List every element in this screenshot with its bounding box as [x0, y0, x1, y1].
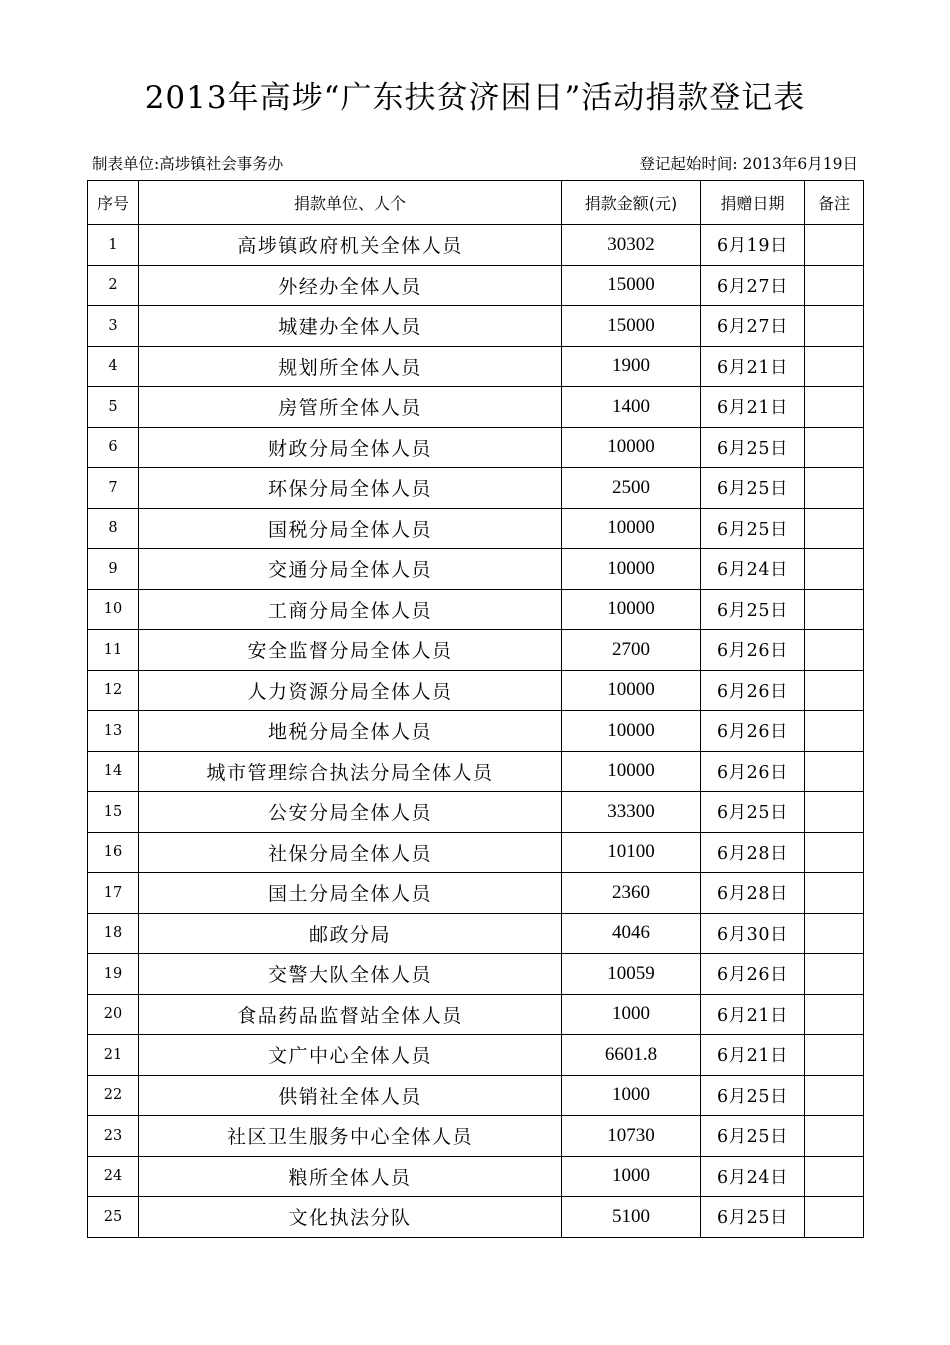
donor-unit-cell: 文化执法分队 [139, 1197, 562, 1238]
donation-date-cell: 6月25日 [701, 468, 805, 509]
table-row [88, 549, 864, 590]
donation-date-cell: 6月27日 [701, 306, 805, 347]
donor-unit-cell: 财政分局全体人员 [139, 427, 562, 468]
remarks-cell [805, 468, 864, 509]
serial-number-cell: 16 [88, 832, 139, 873]
donor-unit-cell: 供销社全体人员 [139, 1075, 562, 1116]
donation-amount-cell: 10000 [562, 427, 701, 468]
table-row [88, 1075, 864, 1116]
remarks-cell [805, 1116, 864, 1157]
donation-amount-cell: 33300 [562, 792, 701, 833]
donation-date-cell: 6月30日 [701, 913, 805, 954]
table-row [88, 1035, 864, 1076]
donor-unit-cell: 工商分局全体人员 [139, 589, 562, 630]
table-row [88, 468, 864, 509]
donation-amount-cell: 1000 [562, 1156, 701, 1197]
table-row [88, 792, 864, 833]
remarks-cell [805, 913, 864, 954]
table-row [88, 711, 864, 752]
donor-unit-cell: 安全监督分局全体人员 [139, 630, 562, 671]
donor-unit-cell: 房管所全体人员 [139, 387, 562, 428]
serial-number-cell: 19 [88, 954, 139, 995]
remarks-cell [805, 994, 864, 1035]
donor-unit-cell: 社保分局全体人员 [139, 832, 562, 873]
serial-number-cell: 15 [88, 792, 139, 833]
donation-date-cell: 6月26日 [701, 751, 805, 792]
donation-amount-cell: 15000 [562, 265, 701, 306]
serial-number-cell: 18 [88, 913, 139, 954]
prepared-by-unit: 制表单位:高埗镇社会事务办 [92, 155, 284, 173]
serial-number-cell: 20 [88, 994, 139, 1035]
donation-date-cell: 6月25日 [701, 508, 805, 549]
remarks-cell [805, 1156, 864, 1197]
donation-date-cell: 6月21日 [701, 1035, 805, 1076]
registration-start-date: 登记起始时间: 2013年6月19日 [639, 155, 858, 173]
donor-unit-cell: 环保分局全体人员 [139, 468, 562, 509]
serial-number-cell: 24 [88, 1156, 139, 1197]
remarks-cell [805, 873, 864, 914]
remarks-cell [805, 265, 864, 306]
table-row [88, 832, 864, 873]
donation-amount-cell: 2500 [562, 468, 701, 509]
donation-date-cell: 6月26日 [701, 711, 805, 752]
serial-number-cell: 2 [88, 265, 139, 306]
donation-amount-cell: 10000 [562, 589, 701, 630]
donation-date-cell: 6月21日 [701, 346, 805, 387]
donor-unit-cell: 国税分局全体人员 [139, 508, 562, 549]
donation-date-cell: 6月27日 [701, 265, 805, 306]
serial-number-cell: 10 [88, 589, 139, 630]
remarks-cell [805, 1075, 864, 1116]
remarks-cell [805, 427, 864, 468]
remarks-cell [805, 225, 864, 266]
remarks-cell [805, 306, 864, 347]
donation-date-cell: 6月21日 [701, 994, 805, 1035]
donor-unit-cell: 规划所全体人员 [139, 346, 562, 387]
donor-unit-cell: 食品药品监督站全体人员 [139, 994, 562, 1035]
serial-number-cell: 25 [88, 1197, 139, 1238]
donor-unit-cell: 文广中心全体人员 [139, 1035, 562, 1076]
remarks-cell [805, 954, 864, 995]
header-serial-number: 序号 [88, 181, 139, 225]
donor-unit-cell: 交警大队全体人员 [139, 954, 562, 995]
donor-unit-cell: 城市管理综合执法分局全体人员 [139, 751, 562, 792]
donation-date-cell: 6月26日 [701, 630, 805, 671]
table-row [88, 913, 864, 954]
donation-date-cell: 6月26日 [701, 954, 805, 995]
header-donation-date: 捐赠日期 [701, 181, 805, 225]
serial-number-cell: 13 [88, 711, 139, 752]
serial-number-cell: 22 [88, 1075, 139, 1116]
donation-amount-cell: 10000 [562, 549, 701, 590]
donor-unit-cell: 国土分局全体人员 [139, 873, 562, 914]
donor-unit-cell: 公安分局全体人员 [139, 792, 562, 833]
donor-unit-cell: 交通分局全体人员 [139, 549, 562, 590]
donation-date-cell: 6月21日 [701, 387, 805, 428]
serial-number-cell: 8 [88, 508, 139, 549]
table-row [88, 751, 864, 792]
serial-number-cell: 5 [88, 387, 139, 428]
table-row [88, 427, 864, 468]
remarks-cell [805, 508, 864, 549]
donation-date-cell: 6月19日 [701, 225, 805, 266]
table-row [88, 346, 864, 387]
serial-number-cell: 9 [88, 549, 139, 590]
table-row [88, 630, 864, 671]
table-row [88, 994, 864, 1035]
donation-date-cell: 6月25日 [701, 427, 805, 468]
table-row [88, 1156, 864, 1197]
header-remarks: 备注 [805, 181, 864, 225]
donor-unit-cell: 粮所全体人员 [139, 1156, 562, 1197]
donation-amount-cell: 10059 [562, 954, 701, 995]
table-row [88, 670, 864, 711]
donation-amount-cell: 2360 [562, 873, 701, 914]
table-row [88, 1197, 864, 1238]
donor-unit-cell: 高埗镇政府机关全体人员 [139, 225, 562, 266]
donation-amount-cell: 10000 [562, 751, 701, 792]
serial-number-cell: 11 [88, 630, 139, 671]
remarks-cell [805, 751, 864, 792]
donation-amount-cell: 1000 [562, 994, 701, 1035]
table-row [88, 387, 864, 428]
donation-date-cell: 6月28日 [701, 873, 805, 914]
header-donor-unit: 捐款单位、人个 [139, 181, 562, 225]
serial-number-cell: 14 [88, 751, 139, 792]
donor-unit-cell: 人力资源分局全体人员 [139, 670, 562, 711]
donation-date-cell: 6月26日 [701, 670, 805, 711]
serial-number-cell: 23 [88, 1116, 139, 1157]
serial-number-cell: 12 [88, 670, 139, 711]
header-donation-amount: 捐款金额(元) [562, 181, 701, 225]
donation-amount-cell: 10000 [562, 670, 701, 711]
donation-amount-cell: 4046 [562, 913, 701, 954]
remarks-cell [805, 387, 864, 428]
remarks-cell [805, 589, 864, 630]
table-header-row [88, 181, 864, 225]
donation-date-cell: 6月25日 [701, 589, 805, 630]
donation-amount-cell: 1400 [562, 387, 701, 428]
serial-number-cell: 3 [88, 306, 139, 347]
remarks-cell [805, 792, 864, 833]
table-row [88, 225, 864, 266]
table-row [88, 873, 864, 914]
donation-amount-cell: 10730 [562, 1116, 701, 1157]
donor-unit-cell: 城建办全体人员 [139, 306, 562, 347]
donation-date-cell: 6月28日 [701, 832, 805, 873]
donation-date-cell: 6月24日 [701, 1156, 805, 1197]
donation-table [87, 180, 864, 1238]
donation-date-cell: 6月25日 [701, 1075, 805, 1116]
donor-unit-cell: 邮政分局 [139, 913, 562, 954]
serial-number-cell: 21 [88, 1035, 139, 1076]
donation-amount-cell: 30302 [562, 225, 701, 266]
remarks-cell [805, 711, 864, 752]
remarks-cell [805, 1197, 864, 1238]
donation-amount-cell: 10000 [562, 711, 701, 752]
remarks-cell [805, 1035, 864, 1076]
donation-amount-cell: 2700 [562, 630, 701, 671]
page-title: 2013年高埗“广东扶贫济困日”活动捐款登记表 [144, 80, 806, 116]
donation-date-cell: 6月25日 [701, 1116, 805, 1157]
donation-amount-cell: 1900 [562, 346, 701, 387]
donation-amount-cell: 6601.8 [562, 1035, 701, 1076]
serial-number-cell: 6 [88, 427, 139, 468]
remarks-cell [805, 346, 864, 387]
donor-unit-cell: 社区卫生服务中心全体人员 [139, 1116, 562, 1157]
serial-number-cell: 1 [88, 225, 139, 266]
serial-number-cell: 17 [88, 873, 139, 914]
donation-amount-cell: 10000 [562, 508, 701, 549]
serial-number-cell: 7 [88, 468, 139, 509]
donor-unit-cell: 外经办全体人员 [139, 265, 562, 306]
donation-date-cell: 6月25日 [701, 792, 805, 833]
donation-amount-cell: 5100 [562, 1197, 701, 1238]
donation-date-cell: 6月24日 [701, 549, 805, 590]
donation-amount-cell: 15000 [562, 306, 701, 347]
table-row [88, 306, 864, 347]
table-row [88, 1116, 864, 1157]
donation-amount-cell: 10100 [562, 832, 701, 873]
donation-date-cell: 6月25日 [701, 1197, 805, 1238]
serial-number-cell: 4 [88, 346, 139, 387]
table-row [88, 954, 864, 995]
donor-unit-cell: 地税分局全体人员 [139, 711, 562, 752]
remarks-cell [805, 670, 864, 711]
remarks-cell [805, 549, 864, 590]
table-body [88, 225, 864, 1238]
remarks-cell [805, 630, 864, 671]
table-row [88, 265, 864, 306]
table-row [88, 508, 864, 549]
table-row [88, 589, 864, 630]
donation-amount-cell: 1000 [562, 1075, 701, 1116]
remarks-cell [805, 832, 864, 873]
